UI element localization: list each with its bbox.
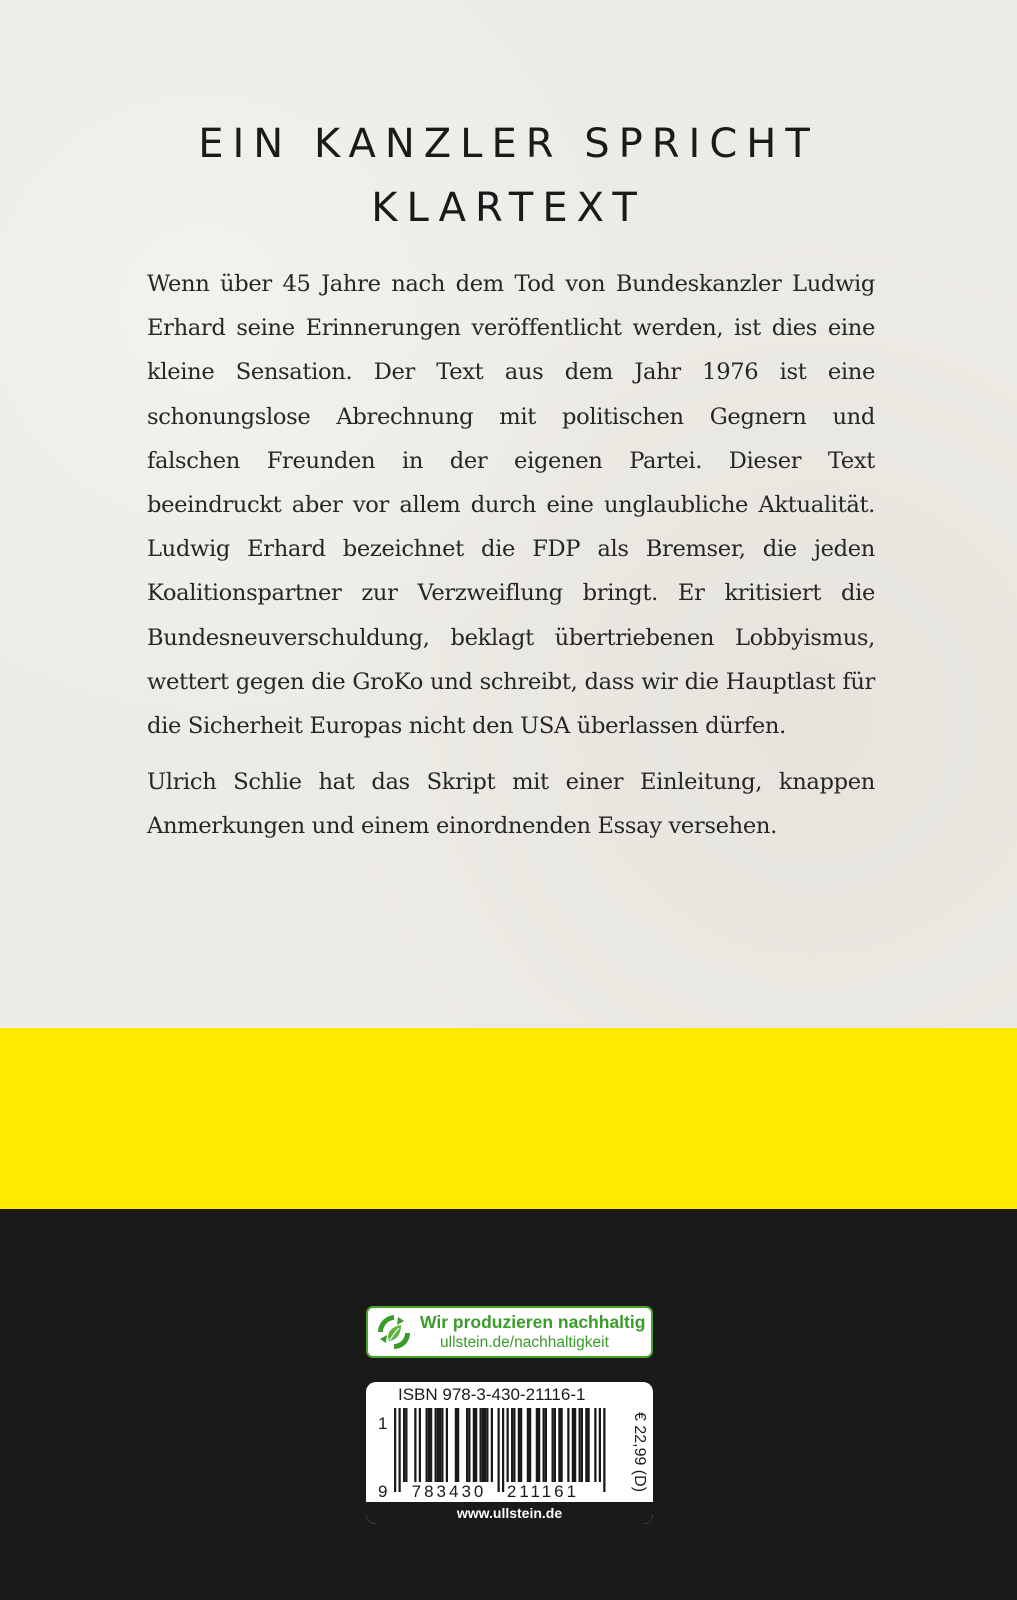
barcode-bar [414, 1408, 416, 1482]
yellow-band [0, 1028, 1017, 1209]
barcode-bar [574, 1408, 576, 1482]
barcode-bar [581, 1408, 583, 1482]
barcode-bar [430, 1408, 432, 1482]
barcode-bar [437, 1408, 439, 1482]
barcode-bar [491, 1408, 493, 1482]
blurb-paragraph-2: Ulrich Schlie hat das Skript mit einer Einleitung, knappen Anmerkungen und einem einordnenden Essay versehen. [147, 769, 875, 840]
isbn-number: ISBN 978-3-430-21116-1 [398, 1385, 586, 1404]
barcode-bar [468, 1408, 470, 1482]
barcode-bars [394, 1408, 606, 1492]
barcode-bar [558, 1408, 560, 1482]
barcode-bar [455, 1408, 457, 1482]
publisher-url: www.ullstein.de [456, 1505, 563, 1521]
barcode-left-digits: 783430 [411, 1482, 487, 1501]
price-label: € 22,99 (D) [631, 1411, 648, 1493]
barcode-bar [507, 1408, 509, 1482]
barcode-bar [554, 1408, 556, 1482]
barcode-bar [599, 1408, 601, 1482]
sustainability-title: Wir produzieren nachhaltig [420, 1312, 646, 1332]
barcode-bar [399, 1408, 401, 1492]
barcode-bar [428, 1408, 430, 1482]
barcode-bar [446, 1408, 448, 1482]
barcode-bar [588, 1408, 590, 1482]
barcode-bar [511, 1408, 513, 1482]
barcode-lead-digit: 9 [378, 1482, 388, 1501]
barcode-bar [538, 1408, 540, 1482]
barcode-bar [403, 1408, 405, 1482]
barcode-bar [513, 1408, 515, 1482]
barcode-bar [527, 1408, 529, 1482]
headline-line-1: EIN KANZLER SPRICHT [198, 121, 819, 167]
barcode-bar [579, 1408, 581, 1482]
barcode-bar [486, 1408, 488, 1482]
sustainability-url: ullstein.de/nachhaltigkeit [440, 1334, 609, 1351]
barcode [366, 1382, 653, 1502]
blurb-paragraph-1: Wenn über 45 Jahre nach dem Tod von Bundeskanzler Ludwig Erhard seine Erinnerungen veröffentlicht werden, ist dies eine kleine Sensation. Der Text aus dem Jahr 1976 ist eine schonungslose Abrechnung mit politischen Gegnern und falschen Freunden in der eigenen Partei. Dieser Text beeindruckt aber vor allem durch eine unglaubliche Aktualität. Ludwig Erhard bezeichnet die FDP als Bremser, die jeden Koalitionspartner zur Verzweiflung bringt. Er kritisiert die Bundesneuverschuldung, beklagt übertriebenen Lobbyismus, wettert gegen die GroKo und schreibt, dass wir die Hauptlast für die Sicherheit Europas nicht den USA überlassen dürfen. [147, 271, 875, 740]
barcode-bar [594, 1408, 596, 1482]
barcode-bar [473, 1408, 475, 1482]
barcode-bar [435, 1408, 437, 1482]
barcode-bar [466, 1408, 468, 1482]
blurb-text [147, 262, 875, 849]
barcode-bar [572, 1408, 574, 1482]
barcode-bar [529, 1408, 531, 1482]
barcode-bar [482, 1408, 484, 1482]
barcode-bar [502, 1408, 504, 1492]
barcode-bar [567, 1408, 569, 1482]
barcode-bar [545, 1408, 547, 1482]
barcode-bar [603, 1408, 605, 1492]
barcode-bar [520, 1408, 522, 1482]
barcode-bar [552, 1408, 554, 1482]
barcode-bar [536, 1408, 538, 1482]
barcode-bar [585, 1408, 587, 1482]
recycle-leaf-icon [374, 1312, 414, 1352]
sustainability-badge [366, 1306, 653, 1358]
barcode-bar [426, 1408, 428, 1482]
barcode-bar [439, 1408, 441, 1482]
barcode-bar [457, 1408, 459, 1482]
barcode-bar [394, 1408, 396, 1492]
barcode-bar [441, 1408, 443, 1482]
headline-line-2: KLARTEXT [371, 185, 646, 231]
barcode-bar [543, 1408, 545, 1482]
barcode-bar [498, 1408, 500, 1492]
barcode-label [366, 1382, 653, 1524]
barcode-bar [561, 1408, 563, 1482]
publisher-url-strip [366, 1502, 653, 1524]
barcode-right-digits: 211161 [506, 1482, 580, 1501]
barcode-bar [518, 1408, 520, 1482]
barcode-bar [484, 1408, 486, 1482]
barcode-bar [480, 1408, 482, 1482]
barcode-bar [405, 1408, 407, 1482]
barcode-addon-digit: 1 [378, 1414, 388, 1433]
headline [0, 112, 1017, 240]
barcode-bar [419, 1408, 421, 1482]
barcode-bar [475, 1408, 477, 1482]
